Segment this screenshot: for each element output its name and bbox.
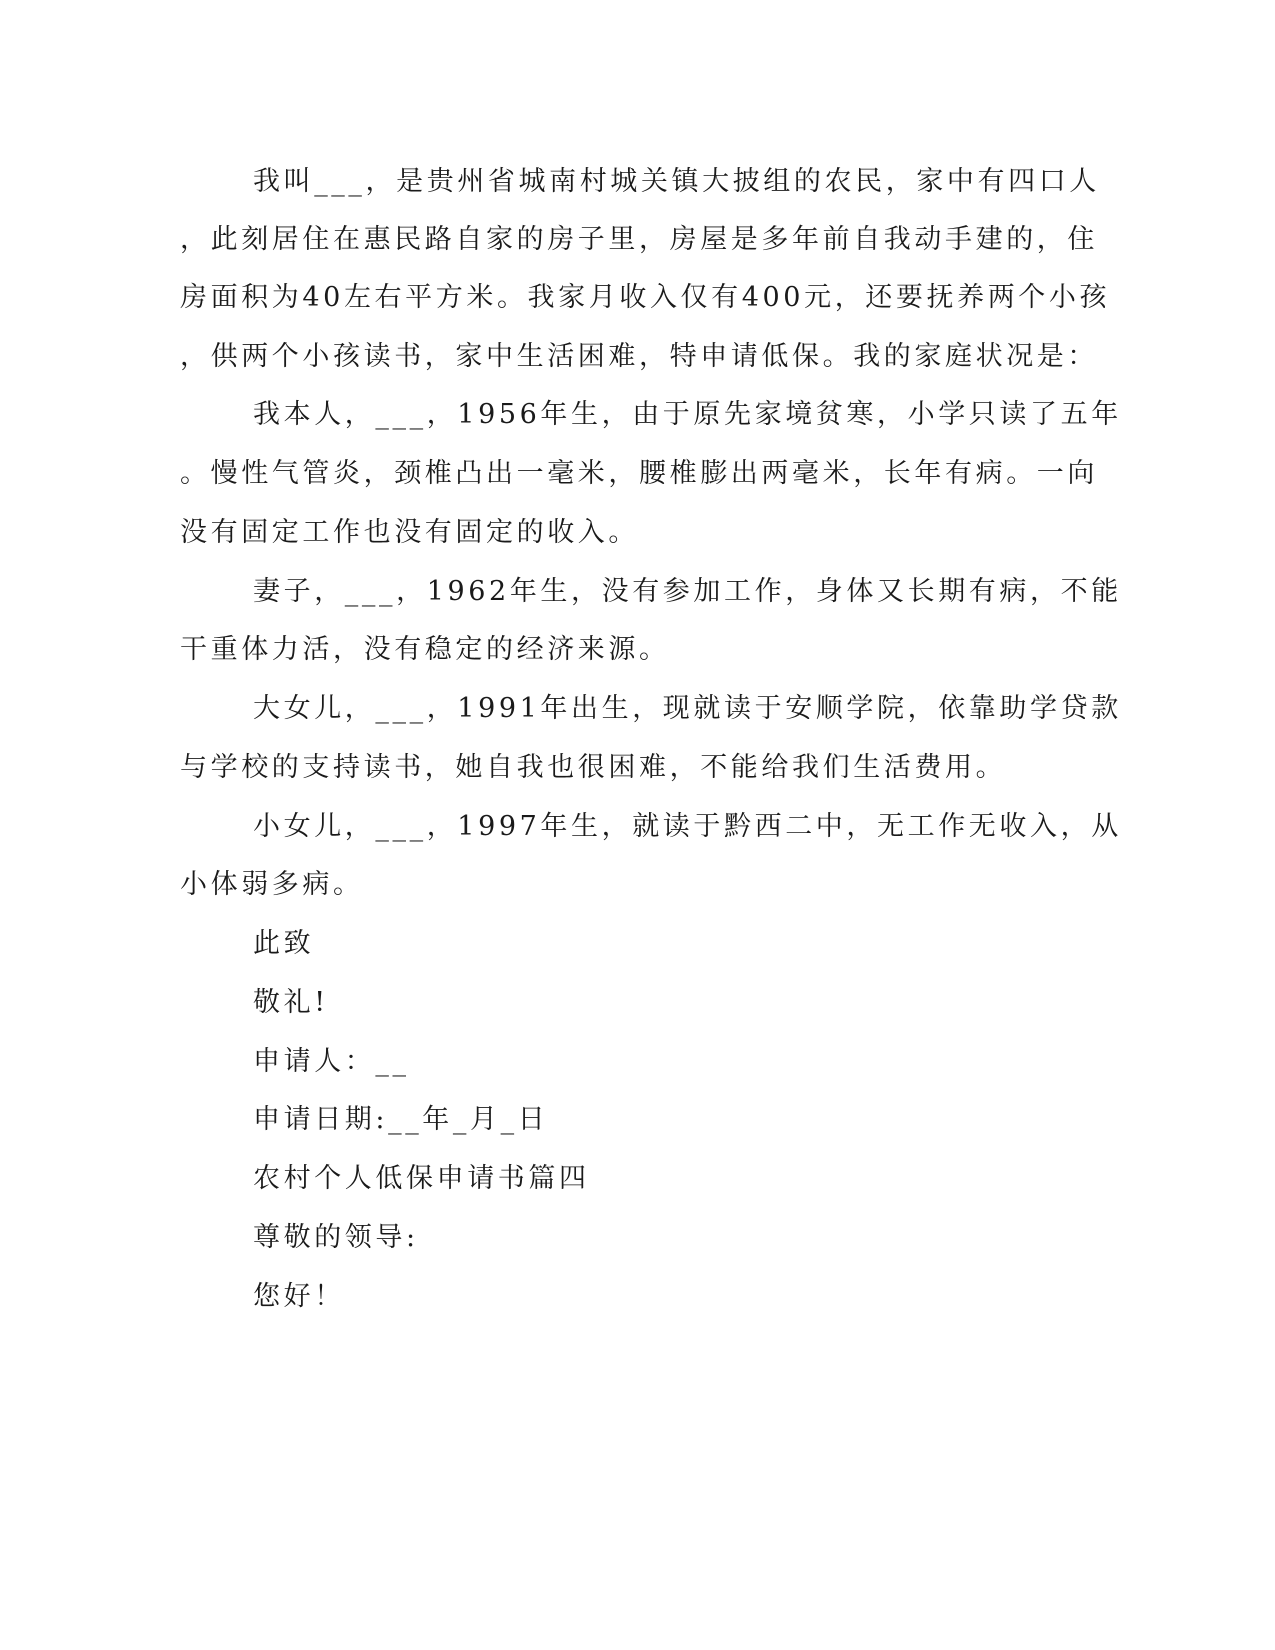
paragraph-younger-daughter-line-2: 小体弱多病。	[180, 869, 364, 900]
paragraph-self-line-1: 我本人，___，1956年生，由于原先家境贫寒，小学只读了五年	[253, 399, 1122, 430]
paragraph-elder-daughter-line-1: 大女儿，___，1991年出生，现就读于安顺学院，依靠助学贷款	[253, 693, 1122, 724]
paragraph-intro-line-4: ，供两个小孩读书，家中生活困难，特申请低保。我的家庭状况是：	[180, 341, 1098, 372]
paragraph-self-line-3: 没有固定工作也没有固定的收入。	[180, 517, 639, 548]
paragraph-intro-line-1: 我叫___，是贵州省城南村城关镇大披组的农民，家中有四口人	[253, 166, 1100, 197]
application-date-field: 申请日期:__年_月_日	[253, 1104, 549, 1135]
paragraph-wife-line-2: 干重体力活，没有稳定的经济来源。	[180, 634, 670, 665]
closing-regards: 敬礼!	[253, 987, 329, 1018]
greeting-addressee: 尊敬的领导:	[253, 1222, 419, 1253]
paragraph-self-line-2: 。慢性气管炎，颈椎凸出一毫米，腰椎膨出两毫米，长年有病。一向	[180, 458, 1098, 489]
paragraph-intro-line-3: 房面积为40左右平方米。我家月收入仅有400元，还要抚养两个小孩	[180, 282, 1111, 313]
paragraph-elder-daughter-line-2: 与学校的支持读书，她自我也很困难，不能给我们生活费用。	[180, 752, 1007, 783]
section-heading: 农村个人低保申请书篇四	[253, 1163, 590, 1194]
greeting-hello: 您好！	[253, 1281, 345, 1312]
paragraph-intro-line-2: ，此刻居住在惠民路自家的房子里，房屋是多年前自我动手建的，住	[180, 224, 1098, 255]
closing-salutation: 此致	[253, 928, 315, 959]
paragraph-wife-line-1: 妻子，___，1962年生，没有参加工作，身体又长期有病，不能	[253, 576, 1122, 607]
applicant-field: 申请人：__	[253, 1046, 410, 1077]
paragraph-younger-daughter-line-1: 小女儿，___，1997年生，就读于黔西二中，无工作无收入，从	[253, 811, 1122, 842]
